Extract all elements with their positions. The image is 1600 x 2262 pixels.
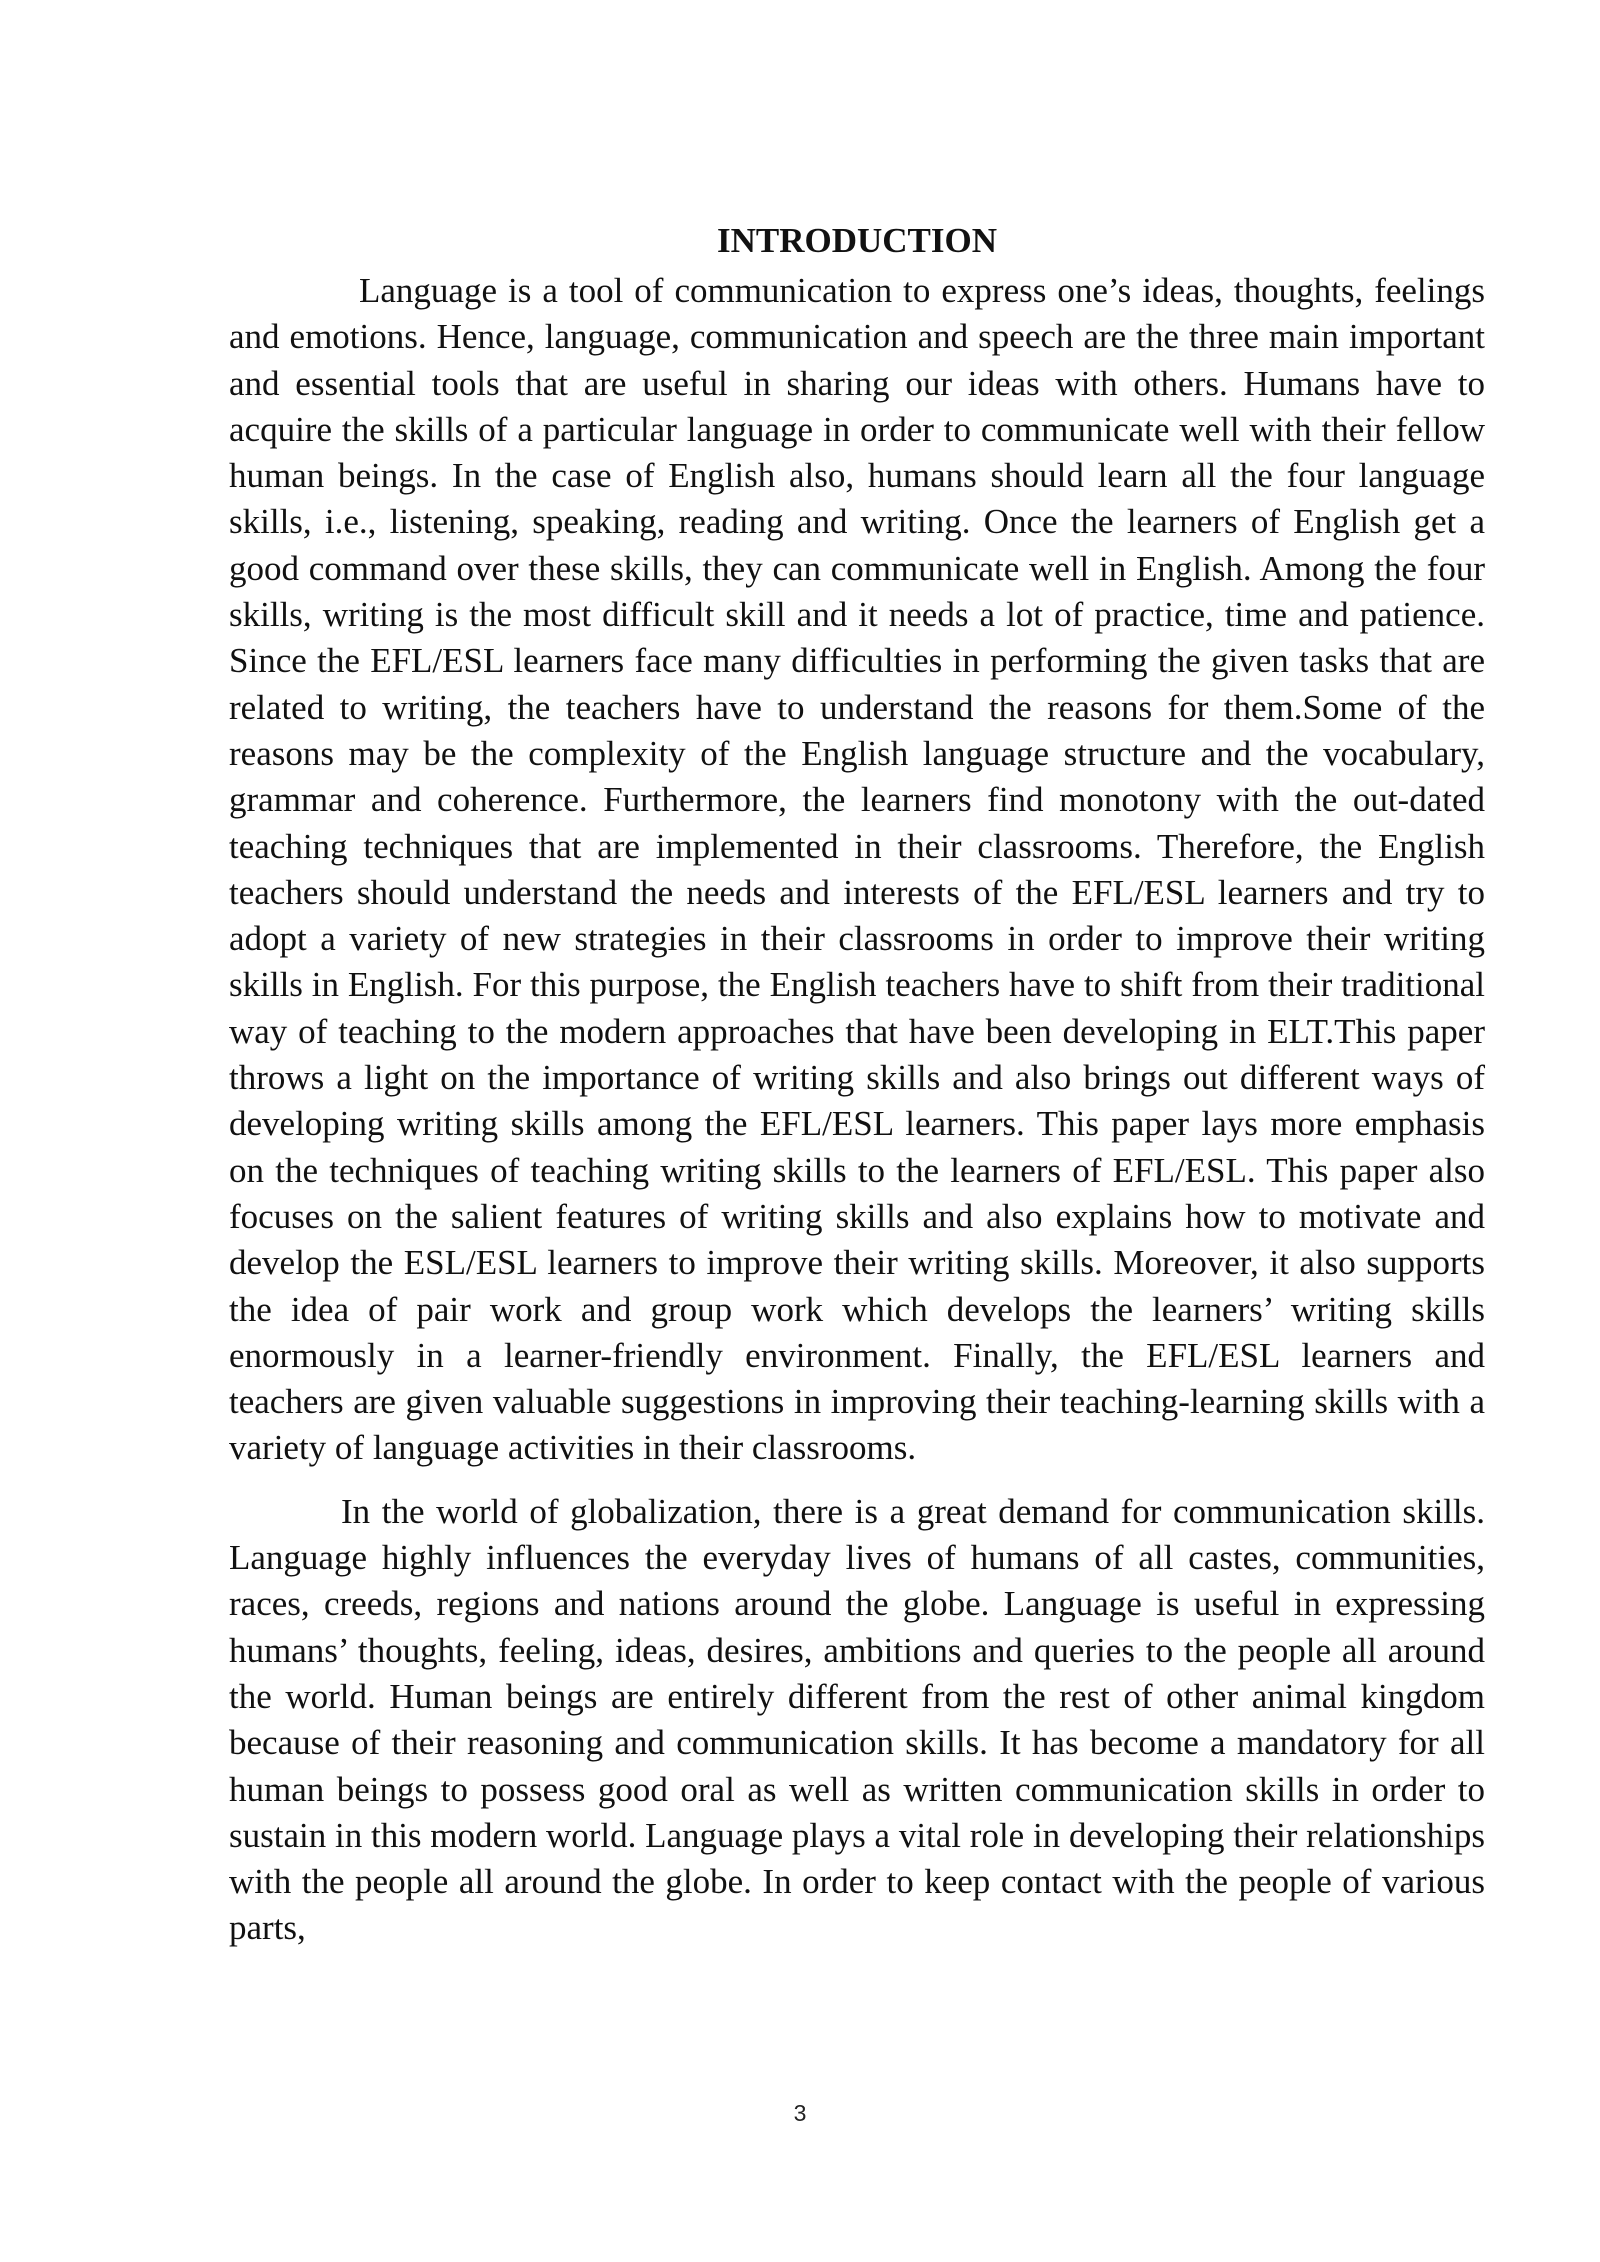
page-number: 3	[793, 2100, 807, 2126]
section-title: INTRODUCTION	[716, 221, 998, 260]
paragraph-1: Language is a tool of communication to express one’s ideas, thoughts, feelings and emotions. Hence, language, communication and speech are the three main important and essential tools that are useful in sharing our ideas with others. Humans have to acquire the skills of a particular language in order to communicate well with their fellow human beings. In the case of English also, humans should learn all the four language skills, i.e., listening, speaking, reading and writing. Once the learners of English get a good command over these skills, they can communicate well in English. Among the four skills, writing is the most difficult skill and it needs a lot of practice, time and patience. Since the EFL/ESL learners face many difficulties in performing the given tasks that are related to writing, the teachers have to understand the reasons for them.Some of the reasons may be the complexity of the English language structure and the vocabulary, grammar and coherence. Furthermore, the learners find monotony with the out-dated teaching techniques that are implemented in their classrooms. Therefore, the English teachers should understand the needs and interests of the EFL/ESL learners and try to adopt a variety of new strategies in their classrooms in order to improve their writing skills in English. For this purpose, the English teachers have to shift from their traditional way of teaching to the modern approaches that have been developing in ELT.This paper throws a light on the importance of writing skills and also brings out different ways of developing writing skills among the EFL/ESL learners. This paper lays more emphasis on the techniques of teaching writing skills to the learners of EFL/ESL. This paper also focuses on the salient features of writing skills and also explains how to motivate and develop the ESL/ESL learners to improve their writing skills. Moreover, it also supports the idea of pair work and group work which develops the learners’ writing skills enormously in a learner-friendly environment. Finally, the EFL/ESL learners and teachers are given valuable suggestions in improving their teaching-learning skills with a variety of language activities in their classrooms.	[229, 271, 1485, 1468]
page-content	[229, 218, 1485, 1952]
paragraph-2: In the world of globalization, there is a great demand for communication skills. Language highly influences the everyday lives of humans of all castes, communities, races, creeds, regions and nations around the globe. Language is useful in expressing humans’ thoughts, feeling, ideas, desires, ambitions and queries to the people all around the world. Human beings are entirely different from the rest of other animal kingdom because of their reasoning and communication skills. It has become a mandatory for all human beings to possess good oral as well as written communication skills in order to sustain in this modern world. Language plays a vital role in developing their relationships with the people all around the globe. In order to keep contact with the people of various parts,	[229, 1491, 1485, 1948]
